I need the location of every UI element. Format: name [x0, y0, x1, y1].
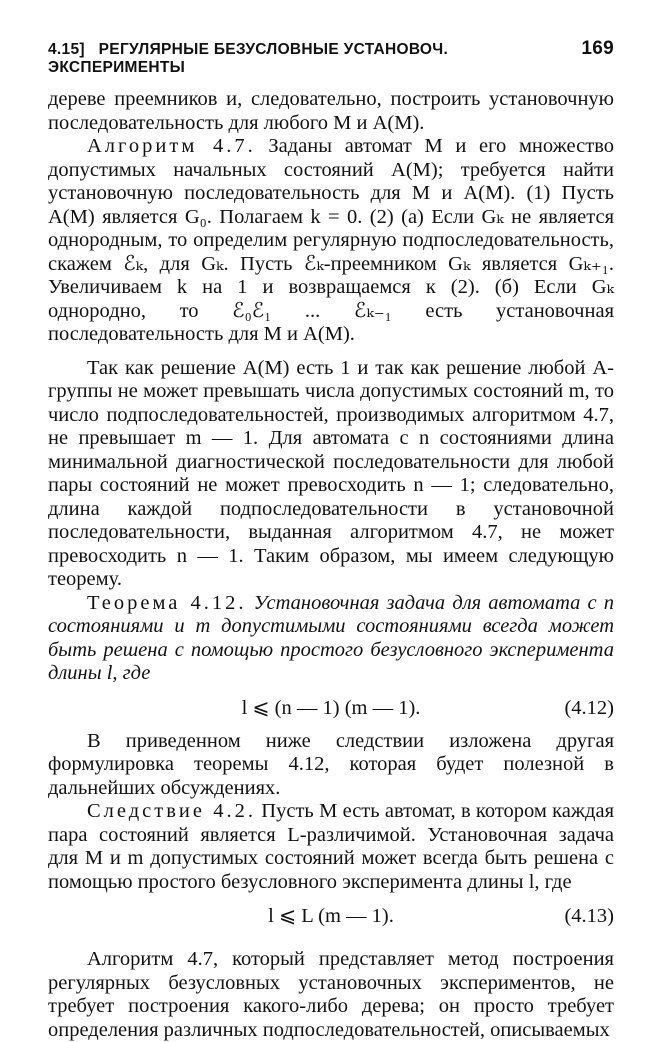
algorithm-text: Заданы автомат M и его множество допустимых начальных состояний A(M); требуется найти установочную последовательность для M и A(M). (1) Пусть A(M) является G₀. Полагаем k = 0. (2) (а) Если Gₖ не является однородным, то определим регулярную подпоследовательность, скажем ℰₖ, для Gₖ. Пусть ℰₖ-преемником Gₖ является Gₖ₊₁. Увеличиваем k на 1 и возвращаемся к (2). (б) Если Gₖ однородно, то ℰ₀ℰ₁ ... ℰₖ₋₁ есть установочная последовательность для M и A(M).	[48, 135, 614, 345]
running-title: РЕГУЛЯРНЫЕ БЕЗУСЛОВНЫЕ УСТАНОВОЧ. ЭКСПЕРИМЕНТЫ	[48, 41, 449, 76]
corollary-label: Следствие 4.2.	[87, 800, 257, 822]
algorithm-4-7	[48, 135, 614, 347]
theorem-text: Установочная задача для автомата с n состояниями и m допустимыми состояниями всегда может быть решена с помощью простого безусловного эксперимента длины l, где	[48, 591, 615, 684]
theorem-4-12	[48, 592, 614, 686]
equation-number: (4.12)	[564, 696, 614, 719]
running-title-line	[48, 41, 581, 77]
equation-4-13	[48, 894, 614, 938]
corollary-text: Пусть M есть автомат, в котором каждая пара состояний является L-различимой. Установочная задача для M и m допустимых состояний может всегда быть решена с помощью простого безусловного эксперимента длины l, где	[48, 800, 614, 893]
equation-number: (4.13)	[564, 905, 614, 927]
paragraph-closing: Алгоритм 4.7, который представляет метод построения регулярных безусловных установочных экспериментов, не требует построения какого-либо дерева; он просто требует определения различных подпоследовательностей, описываемых	[48, 948, 614, 1041]
paragraph-continued: дереве преемников и, следовательно, построить установочную последовательность для любого M и A(M).	[48, 88, 614, 134]
page-number: 169	[581, 38, 614, 59]
running-header	[48, 38, 614, 77]
equation-formula: l ⩽ L (m — 1).	[268, 905, 394, 927]
equation-4-12	[48, 686, 614, 730]
paragraph-analysis: Так как решение A(M) есть 1 и так как решение любой A-группы не может превышать числа допустимых состояний m, то число подпоследовательностей, производимых алгоритмом 4.7, не превышает m — 1. Для автомата с n состояниями длина минимальной диагностической последовательности для любой пары состояний не может превосходить n — 1; следовательно, длина каждой подпоследовательности в установочной последовательности, выданная алгоритмом 4.7, не может превосходить n — 1. Таким образом, мы имеем следующую теорему.	[48, 356, 614, 590]
corollary-4-2	[48, 800, 614, 894]
equation-formula: l ⩽ (n — 1) (m — 1).	[241, 696, 421, 719]
algorithm-label: Алгоритм 4.7.	[87, 135, 256, 157]
section-ref: 4.15]	[48, 41, 85, 58]
page-body	[48, 88, 614, 1042]
paragraph-corollary-intro: В приведенном ниже следствии изложена другая формулировка теоремы 4.12, которая будет полезной в дальнейших обсуждениях.	[48, 729, 614, 799]
theorem-label: Теорема 4.12.	[87, 591, 247, 614]
